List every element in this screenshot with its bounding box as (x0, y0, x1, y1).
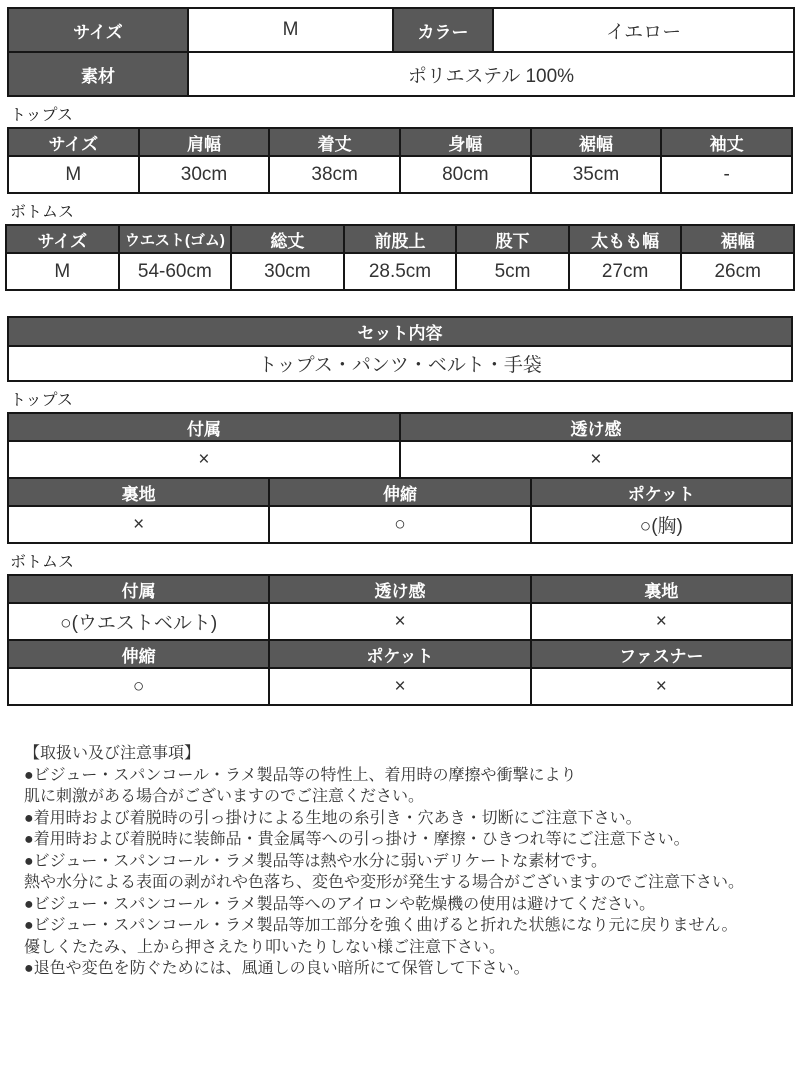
bottoms-feature-value: ○(ウエストベルト) (8, 603, 269, 640)
tops-feature-header: 伸縮 (269, 478, 530, 506)
tops-size-cell: 80cm (400, 156, 531, 193)
bottoms-feature-value: × (531, 603, 792, 640)
spec-row-material (8, 52, 794, 96)
set-contents-value-row (8, 346, 792, 381)
bottoms-features-table (7, 574, 793, 706)
spec-row-size-color (8, 8, 794, 52)
bottoms-feature-header: 伸縮 (8, 640, 269, 668)
tops-size-col-header: 肩幅 (139, 128, 270, 156)
color-header: カラー (393, 8, 493, 52)
care-note-line: ●着用時および着脱時の引っ掛けによる生地の糸引き・穴あき・切断にご注意下さい。 (24, 809, 642, 827)
tops-features-header-row-2 (8, 478, 792, 506)
tops-feature-value: × (8, 441, 400, 478)
tops-features-section-label: トップス (10, 392, 73, 409)
tops-size-header-row (8, 128, 792, 156)
bottoms-size-col-header: ウエスト(ゴム) (119, 225, 232, 253)
tops-size-cell: 38cm (269, 156, 400, 193)
bottoms-feature-header: 透け感 (269, 575, 530, 603)
bottoms-feature-header: ファスナー (531, 640, 792, 668)
tops-size-section-label: トップス (10, 107, 73, 124)
bottoms-feature-header: ポケット (269, 640, 530, 668)
bottoms-size-col-header: 総丈 (231, 225, 344, 253)
bottoms-feature-value: × (269, 603, 530, 640)
tops-feature-header: 透け感 (400, 413, 792, 441)
care-note-line: 優しくたたみ、上から押さえたり叩いたりしない様ご注意下さい。 (24, 938, 505, 956)
bottoms-size-cell: 26cm (681, 253, 794, 290)
tops-feature-value: × (400, 441, 792, 478)
material-header: 素材 (8, 52, 188, 96)
bottoms-features-value-row-1 (8, 603, 792, 640)
color-value: イエロー (493, 8, 794, 52)
tops-size-col-header: 裾幅 (531, 128, 662, 156)
set-contents-header: セット内容 (8, 317, 792, 346)
tops-size-cell: 30cm (139, 156, 270, 193)
tops-features-value-row-2 (8, 506, 792, 543)
bottoms-size-cell: M (6, 253, 119, 290)
set-contents-header-row (8, 317, 792, 346)
tops-size-table (7, 127, 793, 194)
bottoms-features-header-row-2 (8, 640, 792, 668)
tops-size-col-header: 袖丈 (661, 128, 792, 156)
tops-feature-value: ○(胸) (531, 506, 792, 543)
bottoms-size-section-label: ボトムス (10, 204, 75, 221)
tops-feature-header: ポケット (531, 478, 792, 506)
care-note-line: ●ビジュー・スパンコール・ラメ製品等の特性上、着用時の摩擦や衝撃により (24, 766, 577, 784)
tops-feature-value: ○ (269, 506, 530, 543)
bottoms-feature-value: ○ (8, 668, 269, 705)
bottoms-size-col-header: 太もも幅 (569, 225, 682, 253)
bottoms-size-value-row (6, 253, 794, 290)
tops-size-col-header: 着丈 (269, 128, 400, 156)
tops-features-table (7, 412, 793, 544)
set-contents-value: トップス・パンツ・ベルト・手袋 (8, 346, 792, 381)
tops-size-cell: 35cm (531, 156, 662, 193)
tops-feature-value: × (8, 506, 269, 543)
set-contents-table (7, 316, 793, 382)
bottoms-feature-value: × (269, 668, 530, 705)
bottoms-size-cell: 28.5cm (344, 253, 457, 290)
tops-size-cell: - (661, 156, 792, 193)
size-header: サイズ (8, 8, 188, 52)
bottoms-size-cell: 30cm (231, 253, 344, 290)
care-notes (0, 743, 800, 980)
care-notes-title: 【取扱い及び注意事項】 (24, 745, 201, 762)
bottoms-size-col-header: サイズ (6, 225, 119, 253)
care-note-line: 肌に刺激がある場合がございますのでご注意ください。 (24, 788, 425, 805)
care-note-line: ●ビジュー・スパンコール・ラメ製品等は熱や水分に弱いデリケートな素材です。 (24, 852, 607, 870)
tops-features-header-row-1 (8, 413, 792, 441)
bottoms-size-cell: 54-60cm (119, 253, 232, 290)
bottoms-feature-header: 裏地 (531, 575, 792, 603)
tops-size-value-row (8, 156, 792, 193)
bottoms-features-section-label: ボトムス (10, 554, 75, 571)
material-value: ポリエステル 100% (188, 52, 794, 96)
care-note-line: 熱や水分による表面の剥がれや色落ち、変色や変形が発生する場合がございますのでご注意下さい。 (24, 874, 745, 891)
product-spec-page (0, 7, 800, 1074)
tops-feature-header: 裏地 (8, 478, 269, 506)
bottoms-size-cell: 27cm (569, 253, 682, 290)
bottoms-size-table (5, 224, 795, 291)
bottoms-features-header-row-1 (8, 575, 792, 603)
bottoms-size-cell: 5cm (456, 253, 569, 290)
care-note-line: ●着用時および着脱時に装飾品・貴金属等への引っ掛け・摩擦・ひきつれ等にご注意下さい。 (24, 831, 690, 848)
tops-feature-header: 付属 (8, 413, 400, 441)
care-note-line: ●退色や変色を防ぐためには、風通しの良い暗所にて保管して下さい。 (24, 960, 530, 977)
care-note-line: ●ビジュー・スパンコール・ラメ製品等加工部分を強く曲げると折れた状態になり元に戻りません。 (24, 917, 738, 934)
bottoms-feature-header: 付属 (8, 575, 269, 603)
spec-table (7, 7, 795, 97)
tops-size-cell: M (8, 156, 139, 193)
tops-features-value-row-1 (8, 441, 792, 478)
bottoms-size-col-header: 股下 (456, 225, 569, 253)
tops-size-col-header: サイズ (8, 128, 139, 156)
bottoms-features-value-row-2 (8, 668, 792, 705)
bottoms-feature-value: × (531, 668, 792, 705)
tops-size-col-header: 身幅 (400, 128, 531, 156)
bottoms-size-header-row (6, 225, 794, 253)
bottoms-size-col-header: 前股上 (344, 225, 457, 253)
bottoms-size-col-header: 裾幅 (681, 225, 794, 253)
size-value: M (188, 8, 393, 52)
care-note-line: ●ビジュー・スパンコール・ラメ製品等へのアイロンや乾燥機の使用は避けてください。 (24, 895, 656, 913)
